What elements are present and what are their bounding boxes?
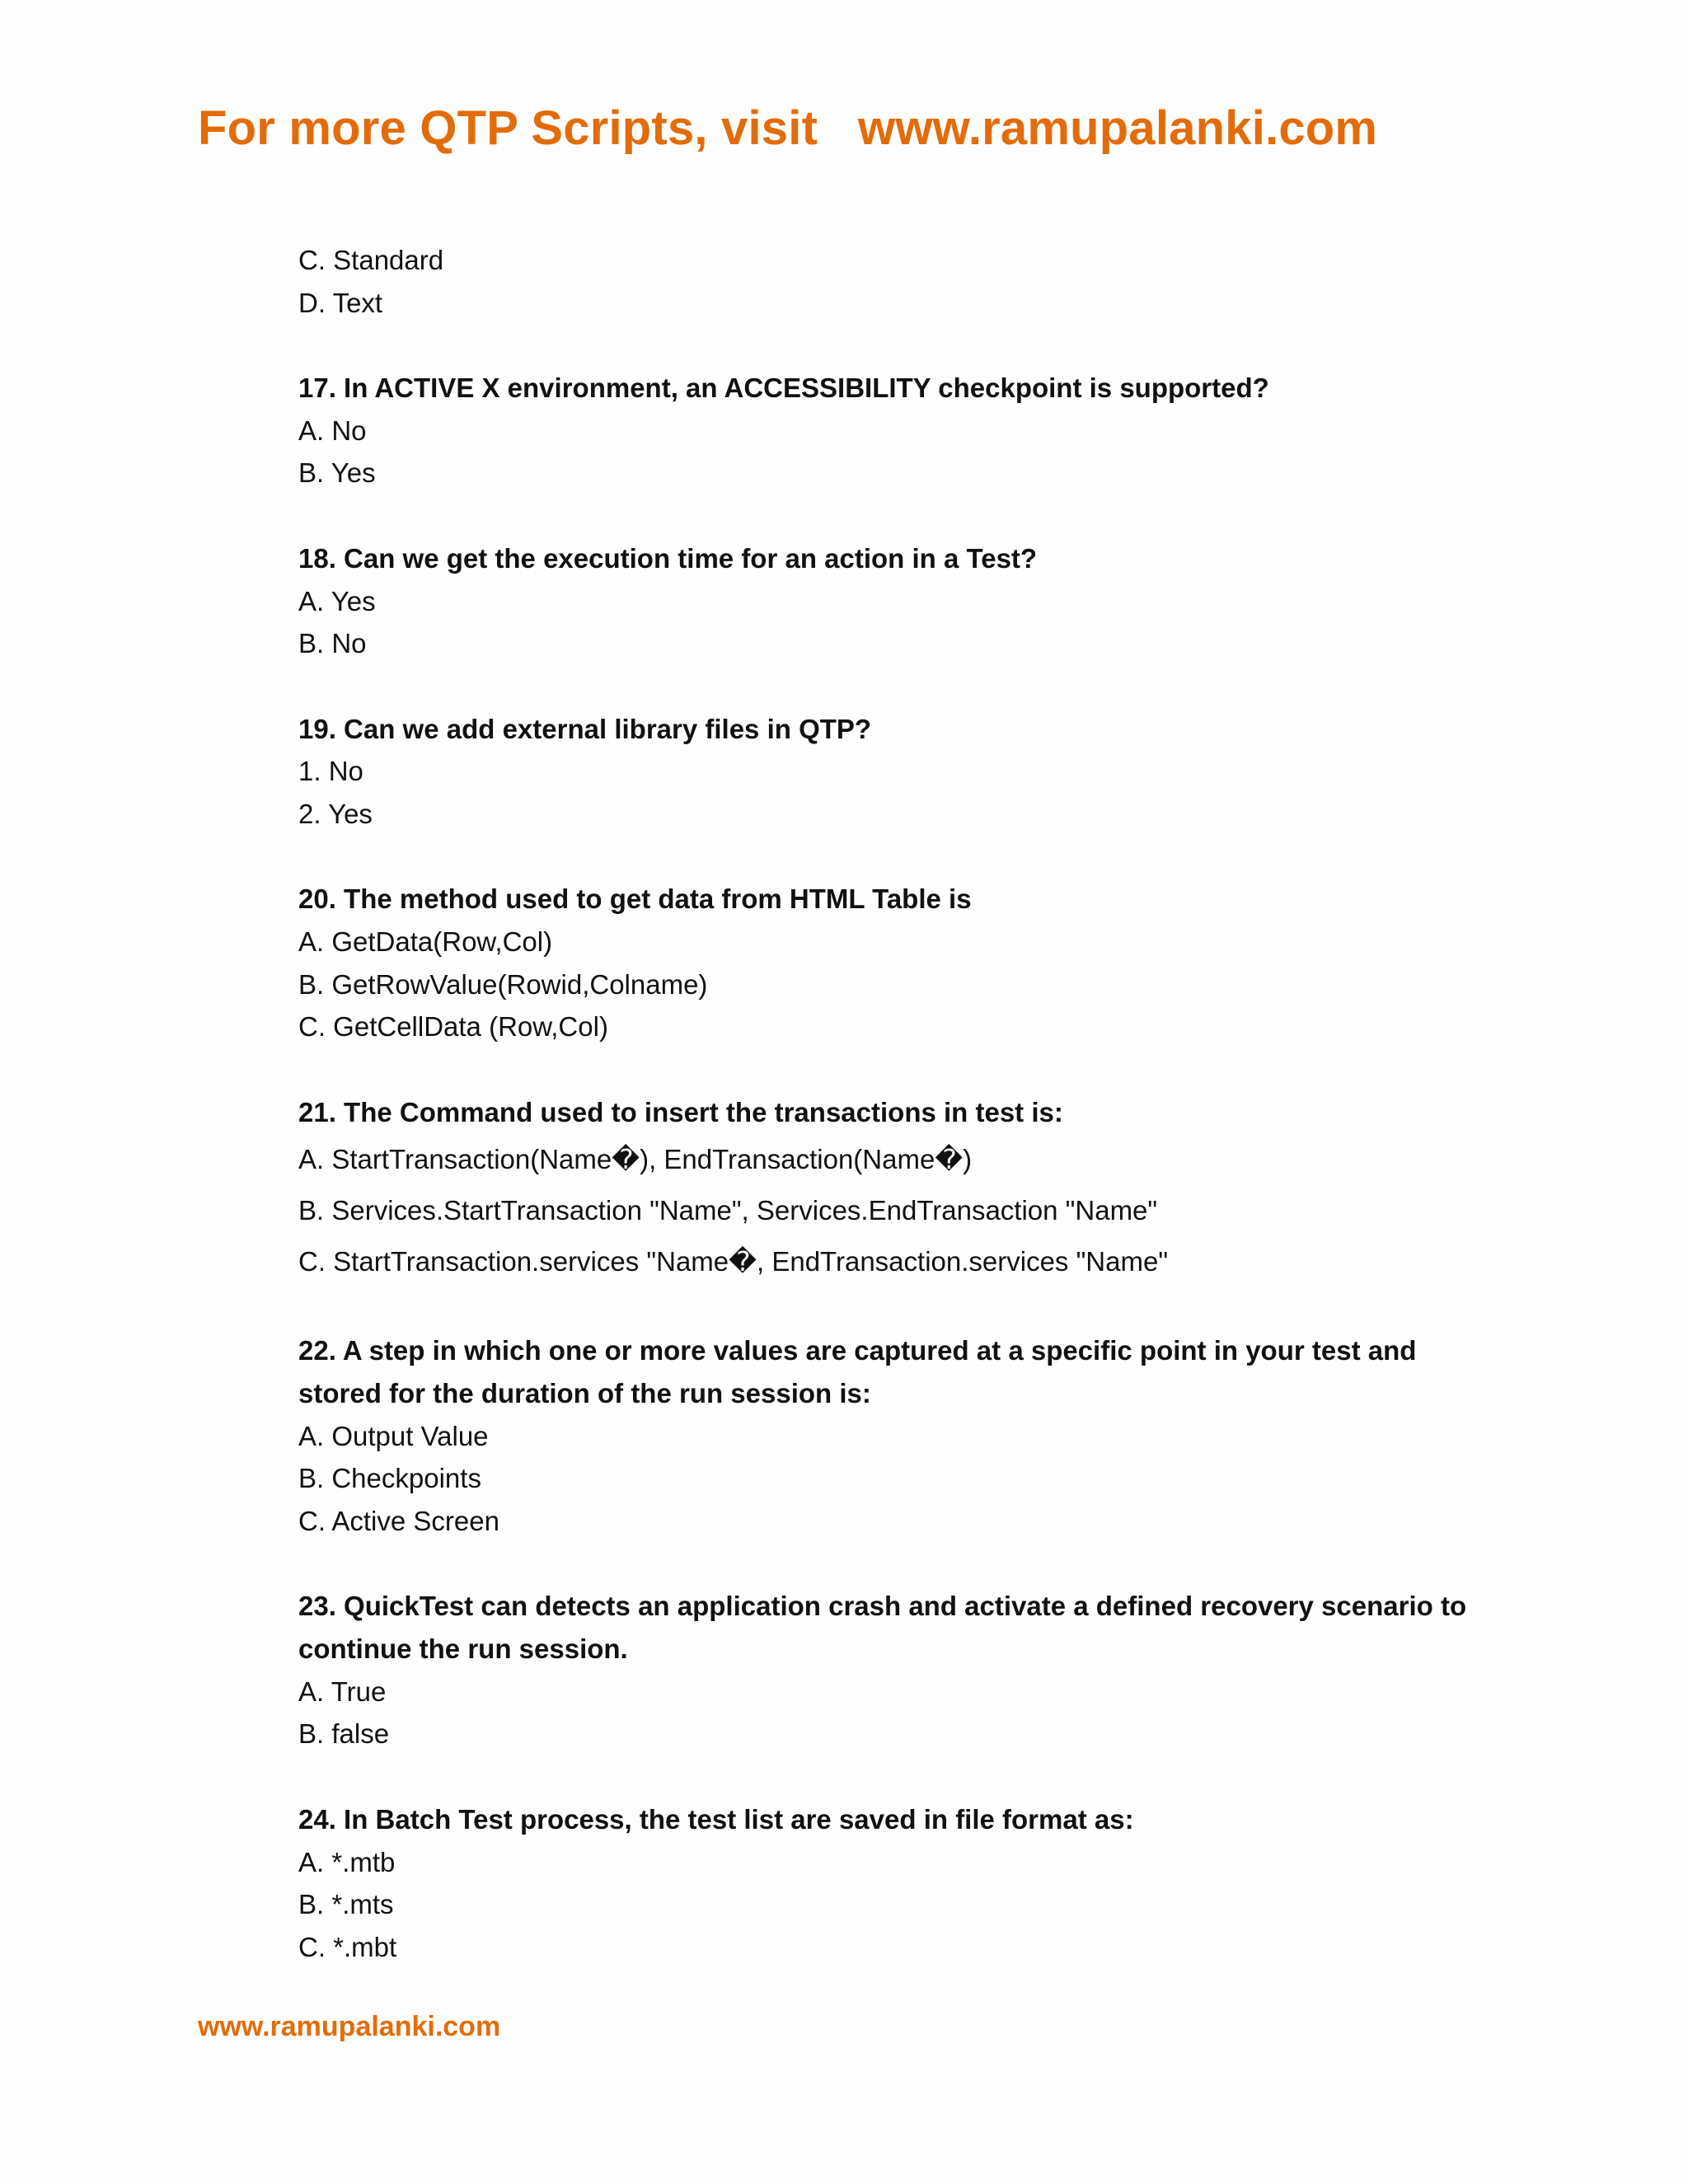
question-text: 17. In ACTIVE X environment, an ACCESSIBILITY checkpoint is supported? — [298, 373, 1269, 404]
question-text: 23. QuickTest can detects an application crash and activate a defined recovery scenario to continue the run session. — [298, 1591, 1467, 1665]
option-text: B. No — [298, 628, 367, 659]
quiz-body — [298, 239, 1502, 1969]
option-text: B. Yes — [298, 457, 376, 489]
option-text: D. Text — [298, 287, 383, 318]
option-text: B. Checkpoints — [298, 1463, 481, 1494]
question-text: 24. In Batch Test process, the test list are saved in file format as: — [298, 1803, 1134, 1835]
option-text: B. GetRowValue(Rowid,Colname) — [298, 968, 708, 1000]
question-text: 18. Can we get the execution time for an action in a Test? — [298, 542, 1038, 574]
question-block — [298, 708, 1502, 836]
lead-options — [298, 239, 1502, 324]
option-text: C. *.mbt — [298, 1931, 397, 1962]
option-text: A. StartTransaction(Name�), EndTransaction(Name�) — [298, 1143, 973, 1174]
question-text: 20. The method used to get data from HTML Table is — [298, 883, 972, 915]
question-block — [298, 1091, 1502, 1287]
option-text: A. True — [298, 1675, 387, 1707]
option-text: A. GetData(Row,Col) — [298, 926, 553, 958]
question-text: 19. Can we add external library files in QTP? — [298, 713, 872, 744]
option-text: C. GetCellData (Row,Col) — [298, 1011, 608, 1043]
question-block — [298, 1585, 1502, 1755]
question-text: 21. The Command used to insert the transactions in test is: — [298, 1096, 1063, 1127]
question-block — [298, 367, 1502, 494]
footer-url: www.ramupalanki.com — [198, 2011, 501, 2042]
page-header: For more QTP Scripts, visit www.ramupalanki.com — [198, 101, 1378, 155]
option-text: C. StartTransaction.services "Name�, EndTransaction.services "Name" — [298, 1245, 1169, 1277]
option-text: A. Yes — [298, 585, 376, 616]
option-text: B. Services.StartTransaction "Name", Services.EndTransaction "Name" — [298, 1194, 1158, 1226]
question-block — [298, 1329, 1502, 1542]
option-text: A. *.mtb — [298, 1846, 396, 1877]
option-text: A. No — [298, 415, 367, 446]
option-text: C. Active Screen — [298, 1505, 499, 1536]
option-text: 1. No — [298, 756, 363, 787]
question-block — [298, 1798, 1502, 1969]
option-text: B. false — [298, 1718, 390, 1750]
question-block — [298, 537, 1502, 665]
option-text: C. Standard — [298, 245, 444, 275]
option-text: B. *.mts — [298, 1889, 394, 1920]
option-text: A. Output Value — [298, 1420, 489, 1451]
question-text: 22. A step in which one or more values are captured at a specific point in your test and stored for the duration of the run session is: — [298, 1335, 1417, 1408]
option-text: 2. Yes — [298, 798, 373, 829]
question-block — [298, 878, 1502, 1048]
